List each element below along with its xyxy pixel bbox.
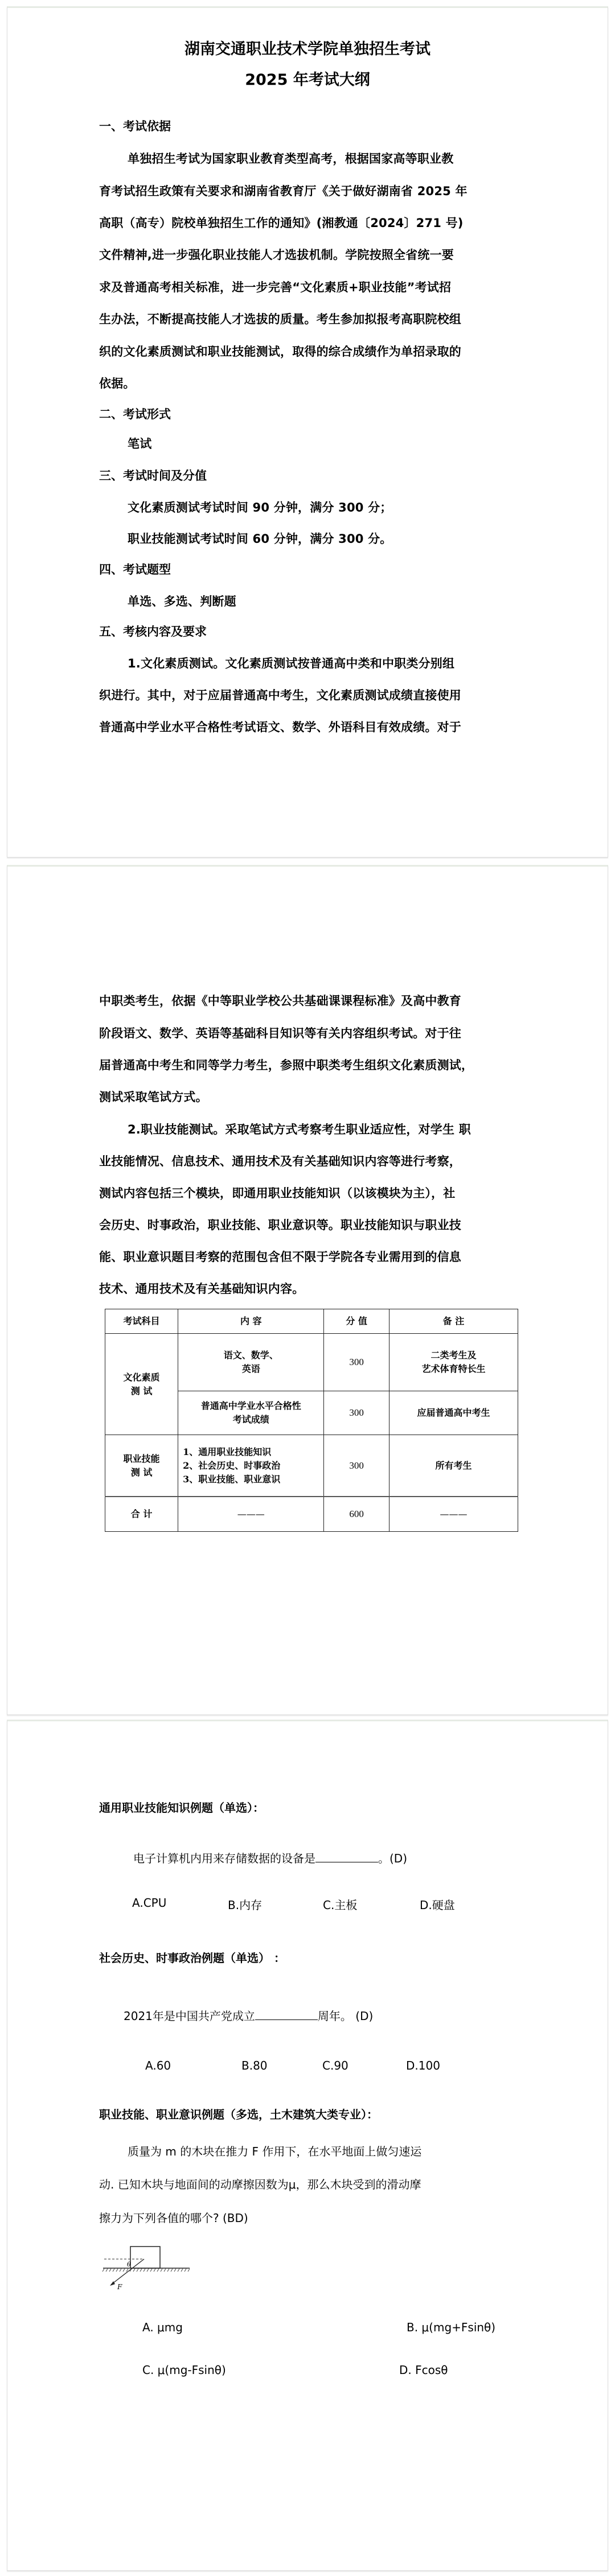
skill-test-time: 职业技能测试考试时间 60 分钟，满分 300 分。	[128, 532, 392, 546]
exam-format-value: 笔试	[128, 437, 152, 451]
question-types-value: 单选、多选、判断题	[128, 595, 236, 608]
paragraph-line: 织的文化素质测试和职业技能测试，取得的综合成绩作为单招录取的	[99, 345, 461, 358]
paragraph-line: 文件精神,进一步强化职业技能人才选拔机制。学院按照全省统一要	[99, 248, 454, 262]
paragraph-line: 依据。	[99, 377, 136, 390]
subject-skill-test: 职业技能 测 试	[105, 1435, 178, 1497]
question-stem-line: 动. 已知木块与地面间的动摩擦因数为μ，那么木块受到的滑动摩	[99, 2178, 421, 2191]
paragraph-line: 能、职业意识题目考察的范围包含但不限于学院各专业需用到的信息	[99, 1250, 461, 1264]
subject-culture-test: 文化素质 测 试	[105, 1334, 178, 1435]
question-stem-line: 擦力为下列各值的哪个? (BD)	[99, 2211, 248, 2225]
option-b: B.80	[241, 2059, 268, 2072]
document-page-2	[7, 865, 608, 1715]
ground-hatch	[102, 2269, 190, 2272]
section-heading-format: 二、考试形式	[99, 407, 171, 421]
angle-label: θ	[127, 2261, 131, 2268]
paragraph-line: 求及普通高考相关标准，进一步完善“文化素质+职业技能”考试招	[99, 281, 452, 294]
option-a: A.CPU	[132, 1896, 167, 1910]
table-total-row	[105, 1497, 518, 1532]
option-d: D.硬盘	[420, 1898, 455, 1912]
paragraph-line: 普通高中学业水平合格性考试语文、数学、外语科目有效成绩。对于	[99, 720, 461, 734]
header-note: 备 注	[389, 1309, 518, 1334]
example-heading-general-skills: 通用职业技能知识例题（单选）：	[99, 1801, 264, 1815]
total-label: 合 计	[105, 1497, 178, 1532]
table-row	[105, 1334, 518, 1391]
content-cell: 语文、数学、 英语	[178, 1334, 324, 1391]
question-stem-line: 质量为 m 的木块在推力 F 作用下，在水平地面上做匀速运	[128, 2145, 422, 2158]
note-cell: 所有考生	[389, 1435, 518, 1497]
total-note: ———	[389, 1497, 518, 1532]
option-a: A. μmg	[142, 2321, 183, 2334]
paragraph-line: 生办法，不断提高技能人才选拔的质量。考生参加拟报考高职院校组	[99, 312, 461, 326]
paragraph-line: 业技能情况、信息技术、通用技术及有关基础知识内容等进行考察，	[99, 1155, 461, 1168]
section-heading-time-score: 三、考试时间及分值	[99, 469, 207, 483]
answer-blank	[315, 1852, 378, 1862]
paragraph-line: 测试内容包括三个模块，即通用职业技能知识（以该模块为主），社	[99, 1186, 456, 1200]
section-heading-basis: 一、考试依据	[99, 119, 171, 133]
table-header-row	[105, 1309, 518, 1334]
exam-structure-table	[105, 1309, 518, 1532]
document-title: 湖南交通职业技术学院单独招生考试	[184, 40, 430, 58]
paragraph-line: 单独招生考试为国家职业教育类型高考，根据国家高等职业教	[128, 152, 454, 166]
paragraph-line: 会历史、时事政治，职业技能、职业意识等。职业技能知识与职业技	[99, 1218, 461, 1232]
document-page-1	[7, 6, 608, 858]
table-row	[105, 1435, 518, 1497]
option-d: D. Fcosθ	[399, 2363, 448, 2377]
example-heading-history-politics: 社会历史、时事政治例题（单选） ：	[99, 1951, 285, 1965]
answer-blank	[255, 2009, 318, 2020]
paragraph-line: 阶段语文、数学、英语等基础科目知识等有关内容组织考试。对于往	[99, 1027, 461, 1040]
force-label: F	[117, 2283, 122, 2291]
force-diagram	[99, 2244, 201, 2295]
document-subtitle: 2025 年考试大纲	[245, 71, 370, 89]
section-heading-content: 五、考核内容及要求	[99, 625, 207, 638]
option-c: C.90	[322, 2059, 348, 2072]
header-content: 内 容	[178, 1309, 324, 1334]
paragraph-line: 2.职业技能测试。采取笔试方式考察考生职业适应性，对学生 职	[128, 1123, 471, 1136]
paragraph-line: 织进行。其中，对于应届普通高中考生，文化素质测试成绩直接使用	[99, 689, 461, 702]
option-c: C. μ(mg-Fsinθ)	[142, 2363, 226, 2377]
paragraph-line: 测试采取笔试方式。	[99, 1090, 208, 1104]
paragraph-line: 中职类考生，依据《中等职业学校公共基础课课程标准》及高中教育	[99, 994, 461, 1008]
paragraph-line: 1.文化素质测试。文化素质测试按普通高中类和中职类分别组	[128, 657, 455, 670]
total-score: 600	[324, 1497, 390, 1532]
note-cell: 二类考生及 艺术体育特长生	[389, 1334, 518, 1391]
example-heading-vocational-skills: 职业技能、职业意识例题（多选，土木建筑大类专业）：	[99, 2108, 378, 2121]
question-stem: 电子计算机内用来存储数据的设备是 。(D)	[133, 1852, 408, 1865]
option-d: D.100	[406, 2059, 440, 2072]
block-shape	[130, 2247, 160, 2268]
score-cell: 300	[324, 1391, 390, 1435]
header-score: 分 值	[324, 1309, 390, 1334]
document-page-3	[7, 1720, 608, 2571]
content-cell: 普通高中学业水平合格性 考试成绩	[178, 1391, 324, 1435]
option-c: C.主板	[323, 1898, 358, 1912]
content-cell: 1、通用职业技能知识 2、社会历史、时事政治 3、职业技能、职业意识	[178, 1435, 324, 1497]
header-subject: 考试科目	[105, 1309, 178, 1334]
culture-test-time: 文化素质测试考试时间 90 分钟，满分 300 分；	[128, 501, 392, 514]
question-stem: 2021年是中国共产党成立 周年。 (D)	[124, 2009, 374, 2023]
paragraph-line: 届普通高中考生和同等学力考生，参照中职类考生组织文化素质测试，	[99, 1058, 474, 1072]
total-content: ———	[178, 1497, 324, 1532]
paragraph-line: 技术、通用技术及有关基础知识内容。	[99, 1282, 305, 1296]
paragraph-line: 育考试招生政策有关要求和湖南省教育厅《关于做好湖南省 2025 年	[99, 184, 468, 198]
option-b: B. μ(mg+Fsinθ)	[407, 2321, 496, 2334]
paragraph-line: 高职（高专）院校单独招生工作的通知》(湘教通〔2024〕271 号)	[99, 216, 464, 230]
note-cell: 应届普通高中考生	[389, 1391, 518, 1435]
option-a: A.60	[145, 2059, 171, 2072]
option-b: B.内存	[228, 1898, 263, 1912]
section-heading-question-types: 四、考试题型	[99, 563, 171, 576]
score-cell: 300	[324, 1334, 390, 1391]
score-cell: 300	[324, 1435, 390, 1497]
